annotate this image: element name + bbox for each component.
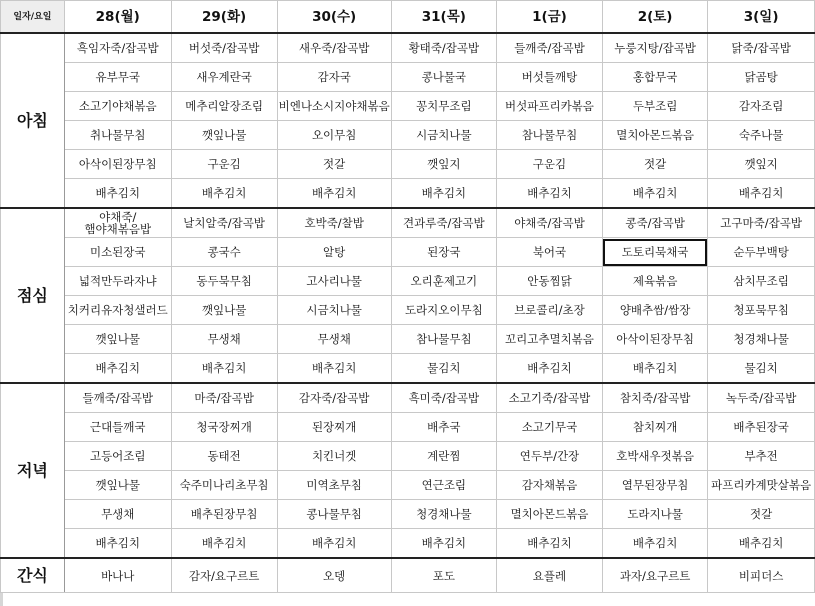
menu-cell[interactable]: 치킨너겟 <box>277 442 391 471</box>
menu-cell[interactable]: 알탕 <box>277 238 391 267</box>
menu-cell[interactable]: 구운김 <box>171 150 277 179</box>
table-row <box>1 179 815 209</box>
menu-cell[interactable]: 깻잎나물 <box>171 296 277 325</box>
menu-cell[interactable]: 부추전 <box>708 442 815 471</box>
table-row <box>1 325 815 354</box>
menu-cell[interactable]: 배추김치 <box>708 529 815 559</box>
menu-cell[interactable]: 무생채 <box>277 325 391 354</box>
menu-cell[interactable]: 오리훈제고기 <box>391 267 496 296</box>
menu-cell[interactable]: 순두부백탕 <box>708 238 815 267</box>
table-row <box>1 413 815 442</box>
menu-cell[interactable]: 동두묵무침 <box>171 267 277 296</box>
day-header-5[interactable]: 2(토) <box>602 1 707 34</box>
menu-cell[interactable]: 깻잎나물 <box>171 121 277 150</box>
header-row <box>1 1 815 34</box>
menu-cell[interactable]: 연근조림 <box>391 471 496 500</box>
menu-cell[interactable]: 배추김치 <box>602 179 707 209</box>
menu-cell[interactable]: 꼬리고추멸치볶음 <box>496 325 602 354</box>
menu-cell[interactable]: 버섯죽/잡곡밥 <box>171 33 277 63</box>
menu-cell[interactable]: 소고기무국 <box>496 413 602 442</box>
menu-cell[interactable]: 감자채볶음 <box>496 471 602 500</box>
menu-cell[interactable]: 아삭이된장무침 <box>602 325 707 354</box>
snack-cell[interactable]: 바나나 <box>64 558 171 593</box>
menu-cell[interactable]: 마죽/잡곡밥 <box>171 383 277 413</box>
menu-cell[interactable]: 제육볶음 <box>602 267 707 296</box>
menu-cell[interactable]: 배추김치 <box>496 529 602 559</box>
table-row <box>1 500 815 529</box>
menu-cell[interactable]: 된장국 <box>391 238 496 267</box>
menu-cell[interactable]: 무생채 <box>171 325 277 354</box>
day-header-6[interactable]: 3(일) <box>708 1 815 34</box>
day-header-4[interactable]: 1(금) <box>496 1 602 34</box>
menu-cell[interactable]: 콩나물국 <box>391 63 496 92</box>
menu-cell[interactable]: 젓갈 <box>277 150 391 179</box>
menu-cell[interactable]: 도라지오이무침 <box>391 296 496 325</box>
snack-cell[interactable]: 감자/요구르트 <box>171 558 277 593</box>
menu-cell[interactable]: 근대들깨국 <box>64 413 171 442</box>
menu-cell[interactable]: 비엔나소시지야채볶음 <box>277 92 391 121</box>
snack-cell[interactable]: 요플레 <box>496 558 602 593</box>
menu-cell[interactable]: 고등어조림 <box>64 442 171 471</box>
menu-cell[interactable]: 배추김치 <box>277 179 391 209</box>
menu-cell[interactable]: 고사리나물 <box>277 267 391 296</box>
menu-cell[interactable]: 깻잎나물 <box>64 471 171 500</box>
menu-cell[interactable]: 물김치 <box>391 354 496 384</box>
menu-cell[interactable]: 북어국 <box>496 238 602 267</box>
snack-row <box>1 558 815 593</box>
menu-cell[interactable]: 배추김치 <box>602 529 707 559</box>
table-row <box>1 296 815 325</box>
menu-cell[interactable]: 꽁치무조림 <box>391 92 496 121</box>
menu-cell[interactable]: 유부무국 <box>64 63 171 92</box>
snack-cell[interactable]: 과자/요구르트 <box>602 558 707 593</box>
table-row <box>1 238 815 267</box>
menu-cell[interactable]: 고구마죽/잡곡밥 <box>708 208 815 238</box>
menu-cell[interactable]: 흑미죽/잡곡밥 <box>391 383 496 413</box>
menu-cell[interactable]: 미소된장국 <box>64 238 171 267</box>
menu-cell[interactable]: 배추김치 <box>391 179 496 209</box>
menu-cell[interactable]: 배추김치 <box>602 354 707 384</box>
table-row <box>1 208 815 238</box>
menu-cell[interactable]: 소고기야채볶음 <box>64 92 171 121</box>
menu-cell[interactable]: 배추김치 <box>277 529 391 559</box>
menu-cell[interactable]: 호박죽/찰밥 <box>277 208 391 238</box>
day-header-1[interactable]: 29(화) <box>171 1 277 34</box>
table-row <box>1 354 815 384</box>
snack-cell[interactable]: 포도 <box>391 558 496 593</box>
menu-cell[interactable]: 참나물무침 <box>391 325 496 354</box>
menu-cell[interactable]: 닭곰탕 <box>708 63 815 92</box>
menu-cell[interactable]: 배추김치 <box>171 179 277 209</box>
menu-cell[interactable]: 배추김치 <box>64 529 171 559</box>
menu-cell[interactable]: 견과루죽/잡곡밥 <box>391 208 496 238</box>
menu-cell[interactable]: 버섯파프리카볶음 <box>496 92 602 121</box>
menu-cell[interactable]: 들깨죽/잡곡밥 <box>496 33 602 63</box>
menu-cell[interactable]: 배추김치 <box>64 354 171 384</box>
menu-cell[interactable]: 시금치나물 <box>391 121 496 150</box>
menu-cell[interactable]: 도토리묵채국 <box>602 238 707 267</box>
menu-cell[interactable]: 콩국수 <box>171 238 277 267</box>
menu-cell[interactable]: 치커리유자청샐러드 <box>64 296 171 325</box>
menu-cell[interactable]: 배추된장무침 <box>171 500 277 529</box>
menu-cell[interactable]: 메추리알장조림 <box>171 92 277 121</box>
menu-cell[interactable]: 양배추쌈/쌈장 <box>602 296 707 325</box>
menu-cell[interactable]: 누룽지탕/잡곡밥 <box>602 33 707 63</box>
menu-cell[interactable]: 참치죽/잡곡밥 <box>602 383 707 413</box>
menu-cell[interactable]: 황태죽/잡곡밥 <box>391 33 496 63</box>
menu-cell[interactable]: 청포묵무침 <box>708 296 815 325</box>
menu-cell[interactable]: 숙주미나리초무침 <box>171 471 277 500</box>
menu-cell[interactable]: 야채죽/잡곡밥 <box>496 208 602 238</box>
menu-cell[interactable]: 감자국 <box>277 63 391 92</box>
menu-cell[interactable]: 물김치 <box>708 354 815 384</box>
snack-cell[interactable]: 오뎅 <box>277 558 391 593</box>
menu-cell[interactable]: 소고기죽/잡곡밥 <box>496 383 602 413</box>
table-row <box>1 33 815 63</box>
menu-cell[interactable]: 안동찜닭 <box>496 267 602 296</box>
menu-cell[interactable]: 깻잎지 <box>708 150 815 179</box>
menu-cell[interactable]: 도라지나물 <box>602 500 707 529</box>
menu-cell[interactable]: 청경채나물 <box>708 325 815 354</box>
menu-cell[interactable]: 콩죽/잡곡밥 <box>602 208 707 238</box>
menu-cell[interactable]: 배추된장국 <box>708 413 815 442</box>
table-row <box>1 442 815 471</box>
menu-cell[interactable]: 감자조림 <box>708 92 815 121</box>
menu-cell[interactable]: 젓갈 <box>602 150 707 179</box>
menu-cell[interactable]: 배추김치 <box>64 179 171 209</box>
menu-cell[interactable]: 호박새우젓볶음 <box>602 442 707 471</box>
menu-cell[interactable]: 오이무침 <box>277 121 391 150</box>
meal-label[interactable]: 저녁 <box>1 383 65 558</box>
menu-cell[interactable]: 날치알죽/잡곡밥 <box>171 208 277 238</box>
menu-cell[interactable]: 닭죽/잡곡밥 <box>708 33 815 63</box>
menu-cell[interactable]: 배추김치 <box>171 354 277 384</box>
menu-cell[interactable]: 홍합무국 <box>602 63 707 92</box>
menu-cell[interactable]: 청국장찌개 <box>171 413 277 442</box>
menu-cell[interactable]: 아삭이된장무침 <box>64 150 171 179</box>
corner-label[interactable]: 일자/요일 <box>1 1 65 34</box>
menu-cell[interactable]: 무생채 <box>64 500 171 529</box>
table-row <box>1 150 815 179</box>
meal-label[interactable]: 아침 <box>1 33 65 208</box>
menu-cell[interactable]: 된장찌개 <box>277 413 391 442</box>
menu-cell[interactable]: 들깨죽/잡곡밥 <box>64 383 171 413</box>
menu-cell[interactable]: 배추국 <box>391 413 496 442</box>
menu-cell[interactable]: 배추김치 <box>171 529 277 559</box>
day-header-2[interactable]: 30(수) <box>277 1 391 34</box>
menu-cell[interactable]: 미역초무침 <box>277 471 391 500</box>
menu-cell[interactable]: 멸치아몬드볶음 <box>496 500 602 529</box>
table-row <box>1 63 815 92</box>
menu-cell[interactable]: 청경채나물 <box>391 500 496 529</box>
menu-cell[interactable]: 콩나물무침 <box>277 500 391 529</box>
menu-cell[interactable]: 감자죽/잡곡밥 <box>277 383 391 413</box>
table-row <box>1 92 815 121</box>
menu-cell[interactable]: 흑임자죽/잡곡밥 <box>64 33 171 63</box>
table-row <box>1 121 815 150</box>
menu-cell[interactable]: 참치찌개 <box>602 413 707 442</box>
menu-cell[interactable]: 새우죽/잡곡밥 <box>277 33 391 63</box>
menu-cell[interactable]: 배추김치 <box>496 179 602 209</box>
menu-cell[interactable]: 젓갈 <box>708 500 815 529</box>
menu-cell[interactable]: 숙주나물 <box>708 121 815 150</box>
snack-cell[interactable]: 비피더스 <box>708 558 815 593</box>
menu-cell[interactable]: 파프리카계맛살볶음 <box>708 471 815 500</box>
menu-cell[interactable]: 멸치아몬드볶음 <box>602 121 707 150</box>
menu-cell[interactable]: 야채죽/햄야채볶음밥 <box>64 208 171 238</box>
menu-cell[interactable]: 연두부/간장 <box>496 442 602 471</box>
table-row <box>1 267 815 296</box>
menu-cell[interactable]: 브로콜리/초장 <box>496 296 602 325</box>
menu-cell[interactable]: 열무된장무침 <box>602 471 707 500</box>
menu-cell[interactable]: 취나물무침 <box>64 121 171 150</box>
menu-cell[interactable]: 두부조림 <box>602 92 707 121</box>
table-row <box>1 529 815 559</box>
menu-cell[interactable]: 삼치무조림 <box>708 267 815 296</box>
meal-label[interactable]: 점심 <box>1 208 65 383</box>
menu-cell[interactable]: 계란찜 <box>391 442 496 471</box>
meal-label[interactable]: 간식 <box>1 558 65 593</box>
day-header-3[interactable]: 31(목) <box>391 1 496 34</box>
menu-cell[interactable]: 동태전 <box>171 442 277 471</box>
menu-cell[interactable]: 깻잎지 <box>391 150 496 179</box>
menu-cell[interactable]: 배추김치 <box>277 354 391 384</box>
menu-cell[interactable]: 구운김 <box>496 150 602 179</box>
table-row <box>1 383 815 413</box>
menu-cell[interactable]: 배추김치 <box>708 179 815 209</box>
menu-cell[interactable]: 배추김치 <box>391 529 496 559</box>
menu-cell[interactable]: 배추김치 <box>496 354 602 384</box>
menu-cell[interactable]: 시금치나물 <box>277 296 391 325</box>
menu-cell[interactable]: 버섯들깨탕 <box>496 63 602 92</box>
table-row <box>1 471 815 500</box>
menu-cell[interactable]: 녹두죽/잡곡밥 <box>708 383 815 413</box>
menu-cell[interactable]: 참나물무침 <box>496 121 602 150</box>
menu-cell[interactable]: 넓적만두라자냐 <box>64 267 171 296</box>
day-header-0[interactable]: 28(월) <box>64 1 171 34</box>
menu-cell[interactable]: 깻잎나물 <box>64 325 171 354</box>
menu-cell[interactable]: 새우계란국 <box>171 63 277 92</box>
